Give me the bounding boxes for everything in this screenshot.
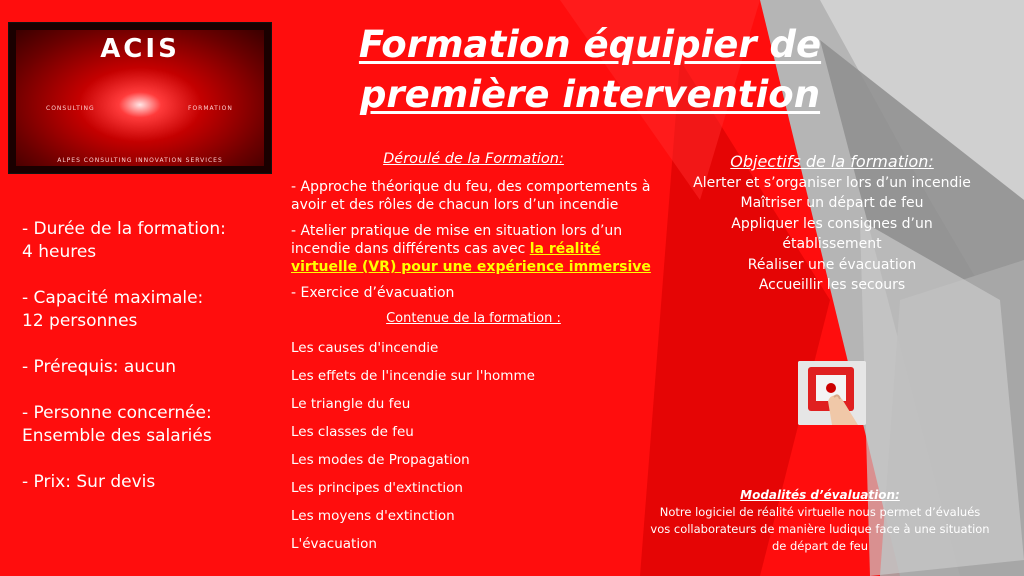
objective-item: Accueillir les secours [758, 277, 906, 293]
logo-left-label: CONSULTING [46, 105, 95, 112]
contenu-item: Les classes de feu [291, 424, 414, 440]
contenu-item: L'évacuation [291, 536, 377, 552]
objectives-heading: Objectifs de la formation: [730, 152, 934, 171]
deroule-heading: Déroulé de la Formation: [383, 151, 564, 167]
objective-item: Réaliser une évacuation [747, 256, 917, 273]
contenu-item: Les causes d'incendie [291, 340, 439, 356]
deroule-item-3: - Exercice d’évacuation [291, 285, 455, 301]
evaluation-heading: Modalités d’évaluation: [740, 488, 900, 502]
deroule-item-1: - Approche théorique du feu, des comportements à avoir et des rôles de chacun lors d’un incendie [291, 179, 651, 213]
contenu-item: Les principes d'extinction [291, 480, 463, 496]
info-audience: - Personne concernée: Ensemble des salariés [22, 403, 212, 446]
info-price: - Prix: Sur devis [22, 472, 156, 492]
info-duration: - Durée de la formation: 4 heures [22, 219, 226, 262]
evaluation-section [648, 487, 992, 555]
objective-item: Maîtriser un départ de feu [740, 195, 924, 211]
title-line-1: Formation équipier de [358, 23, 822, 66]
info-capacity: - Capacité maximale: 12 personnes [22, 288, 204, 331]
logo-right-label: FORMATION [188, 105, 233, 112]
contenu-item: Les moyens d'extinction [291, 508, 455, 524]
title-line-2: première intervention [359, 73, 821, 116]
logo-name: ACIS [100, 34, 180, 64]
evaluation-text: Notre logiciel de réalité virtuelle nous permet d’évalués vos collaborateurs de manière ludique face à une situation de départ de feu [650, 505, 990, 553]
course-outline [291, 150, 656, 558]
logo-tagline: ALPES CONSULTING INNOVATION SERVICES [57, 157, 223, 164]
contenu-item: Le triangle du feu [291, 396, 411, 412]
info-prerequisites: - Prérequis: aucun [22, 357, 177, 377]
fire-alarm-icon [798, 361, 866, 425]
objective-item: Appliquer les consignes d’un établissement [731, 215, 933, 252]
training-info [22, 218, 262, 517]
contenu-heading: Contenue de la formation : [386, 311, 561, 326]
deroule-item-2: - Atelier pratique de mise en situation lors d’un incendie dans différents cas avec la réalité virtuelle (VR) pour une expérience immersive [291, 223, 651, 275]
objective-item: Alerter et s’organiser lors d’un incendie [693, 174, 971, 191]
objectives [676, 152, 988, 296]
logo-image [16, 30, 264, 166]
contenu-item: Les modes de Propagation [291, 452, 470, 468]
contenu-item: Les effets de l'incendie sur l'homme [291, 368, 535, 384]
logo [8, 22, 272, 174]
page-title [300, 20, 880, 120]
vr-highlight: la réalité virtuelle (VR) pour une expérience immersive [291, 241, 651, 275]
